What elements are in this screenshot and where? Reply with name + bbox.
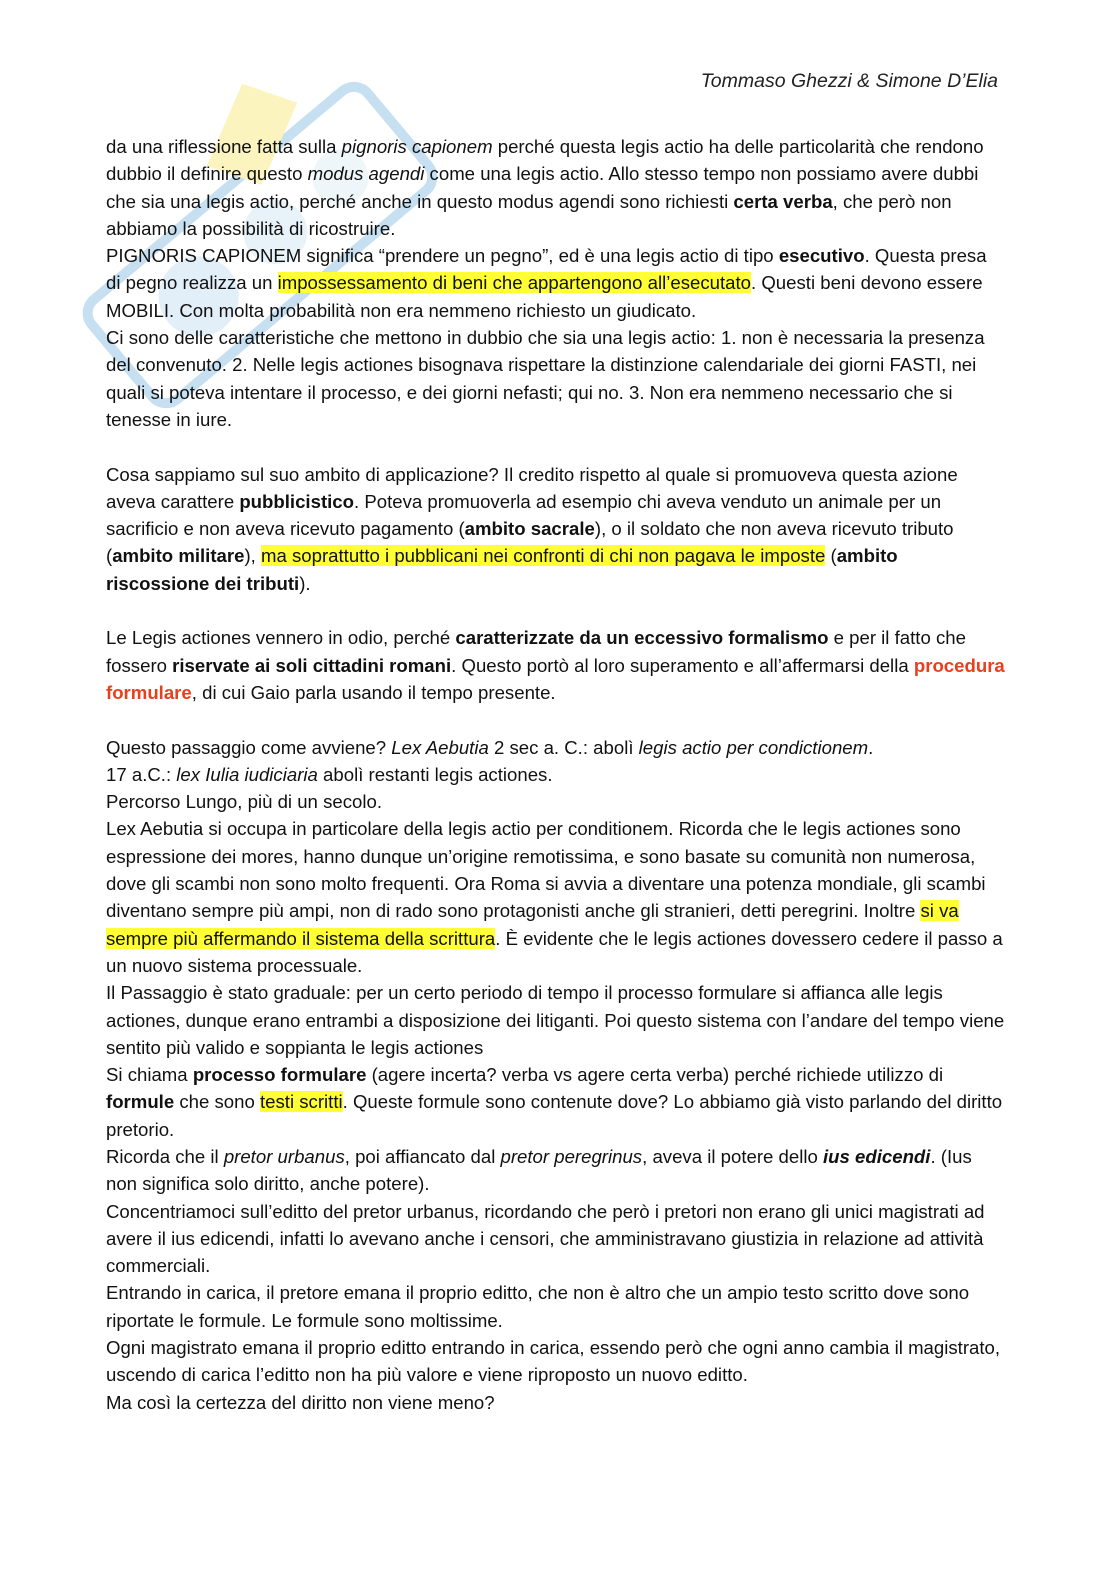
paragraph-gap [106,433,1006,460]
bold-text: processo formulare [192,1064,367,1086]
highlighted-text: ma soprattutto i pubblicani nei confronti di chi non pagava le imposte [261,545,826,567]
text-run: Le Legis actiones vennero in odio, perché [106,627,456,649]
text-run: Questo passaggio come avviene? [106,736,392,758]
text-run: Lex Aebutia si occupa in particolare della legis actio per conditionem. Ricorda che le legis actiones sono espressione dei mores, hanno dunque un’origine remotissima, e sono basate su comunità non numerosa, dove gli scambi non sono molto frequenti. Ora Roma si avvia a diventare una potenza mondiale, gli scambi diventano sempre più ampi, non di rado sono protagonisti anche gli stranieri, detti peregrini. Inoltre [106,818,986,922]
page-header-authors: Tommaso Ghezzi & Simone D’Elia [700,70,998,92]
paragraph [106,734,1006,761]
text-run: , poi affiancato dal [344,1145,501,1167]
paragraph-gap [106,706,1006,733]
text-run: . Poteva promuoverla ad esempio chi aveva venduto un animale per un sacrificio e non aveva ricevuto pagamento ( [106,490,942,540]
bold-text: riservate ai soli cittadini romani [172,654,452,676]
paragraph [106,1279,1006,1334]
text-run: Ci sono delle caratteristiche che mettono in dubbio che sia una legis actio: 1. non è necessaria la presenza del convenuto. 2. Nelle legis actiones bisognava rispettare la distinzione calendariale dei giorni FASTI, nei quali si poteva intentare il processo, e dei giorni nefasti; qui no. 3. Non era nemmeno necessario che si tenesse in iure. [106,327,985,430]
text-run: . Questa presa di pegno realizza un [106,245,987,294]
text-run: . [868,736,874,758]
paragraph [106,979,1006,1061]
text-run: perché questa legis actio ha delle particolarità che rendono dubbio il definire questo [106,136,984,185]
text-run: , di cui Gaio parla usando il tempo presente. [191,681,556,703]
italic-text: pretor urbanus [223,1145,345,1167]
bold-text: pubblicistico [239,490,354,512]
text-run: . Queste formule sono contenute dove? Lo abbiamo già visto parlando del diritto pretorio. [106,1091,1003,1140]
highlighted-text: testi scritti [259,1091,343,1113]
text-run: PIGNORIS CAPIONEM significa “prendere un pegno”, ed è una legis actio di tipo [106,245,779,267]
italic-text: Lex Aebutia [391,736,489,758]
text-run: Cosa sappiamo sul suo ambito di applicazione? Il credito rispetto al quale si promuoveva questa azione aveva carattere [106,463,958,512]
paragraph [106,1334,1006,1389]
text-run: ). [299,572,311,594]
bold-text: formule [106,1091,175,1113]
text-run: . È evidente che le legis actiones dovessero cedere il passo a un nuovo sistema processuale. [106,927,1003,976]
text-run: , che però non abbiamo la possibilità di ricostruire. [106,190,952,239]
text-run: che sono [174,1091,260,1113]
document-body [106,133,1006,1416]
bold-text: ambito riscossione dei tributi [106,545,898,594]
italic-text: pignoris capionem [341,136,493,157]
text-run: Percorso Lungo, più di un secolo. [106,791,382,813]
bold-text: ambito militare [112,545,245,567]
text-run: Il Passaggio è stato graduale: per un certo periodo di tempo il processo formulare si affianca alle legis actiones, dunque erano entrambi a disposizione dei litiganti. Poi questo sistema con l’andare del tempo viene sentito più valido e soppianta le legis actiones [106,982,1005,1058]
text-run: Ricorda che il [106,1145,224,1167]
highlighted-text: si va sempre più affermando il sistema della scrittura [106,900,959,949]
text-run: . Questo portò al loro superamento e all’affermarsi della [451,654,914,676]
text-run: abolì restanti legis actiones. [317,763,553,785]
text-run: Si chiama [106,1064,193,1086]
text-run: ), o il soldato che non aveva ricevuto tributo ( [106,518,954,567]
text-run: Entrando in carica, il pretore emana il proprio editto, che non è altro che un ampio testo scritto dove sono riportate le formule. Le formule sono moltissime. [106,1282,970,1331]
text-run: (agere incerta? verba vs agere certa verba) perché richiede utilizzo di [366,1064,944,1086]
paragraph [106,761,1006,788]
paragraph [106,815,1006,979]
text-run: ( [825,545,837,567]
bold-text: ambito sacrale [464,518,595,540]
paragraph-gap [106,597,1006,624]
paragraph [106,1061,1006,1143]
text-run: Concentriamoci sull’editto del pretor urbanus, ricordando che però i pretori non erano gli unici magistrati ad avere il ius edicendi, infatti lo avevano anche i censori, che amministravano giustizia in relazione ad attività commerciali. [106,1200,985,1277]
text-run: Ogni magistrato emana il proprio editto entrando in carica, essendo però che ogni anno cambia il magistrato, uscendo di carica l’editto non ha più valore e viene riproposto un nuovo editto. [106,1337,1001,1386]
italic-text: lex Iulia iudiciaria [176,763,318,785]
text-run: . Questi beni devono essere MOBILI. Con molta probabilità non era nemmeno richiesto un giudicato. [106,272,983,321]
paragraph [106,1389,1006,1416]
text-run: , aveva il potere dello [642,1145,823,1167]
italic-text: modus agendi [307,163,425,185]
bold-text: ius edicendi [823,1145,931,1167]
text-run: da una riflessione fatta sulla [106,136,342,157]
text-run: 2 sec a. C.: abolì [488,736,639,758]
text-run: 17 a.C.: [106,763,177,785]
text-run: Ma così la certezza del diritto non viene meno? [106,1391,495,1413]
bold-text: esecutivo [778,245,865,267]
paragraph [106,1143,1006,1198]
paragraph [106,242,1006,324]
text-run: e per il fatto che fossero [106,627,966,676]
paragraph [106,461,1006,597]
paragraph [106,133,1006,242]
paragraph [106,624,1006,706]
highlighted-text: impossessamento di beni che appartengono all’esecutato [277,272,752,294]
text-run: come una legis actio. Allo stesso tempo non possiamo avere dubbi che sia una legis actio, perché anche in questo modus agendi sono richiesti [106,163,979,212]
bold-text: caratterizzate da un eccessivo formalismo [455,627,829,649]
red-emphasis-text: procedura formulare [106,654,1005,703]
italic-text: pretor peregrinus [500,1145,643,1167]
paragraph [106,788,1006,815]
italic-text: legis actio per condictionem [638,736,869,758]
text-run: ), [244,545,261,567]
paragraph [106,1198,1006,1280]
bold-text: certa verba [733,190,833,212]
text-run: . (Ius non significa solo diritto, anche potere). [106,1145,972,1195]
paragraph [106,324,1006,433]
